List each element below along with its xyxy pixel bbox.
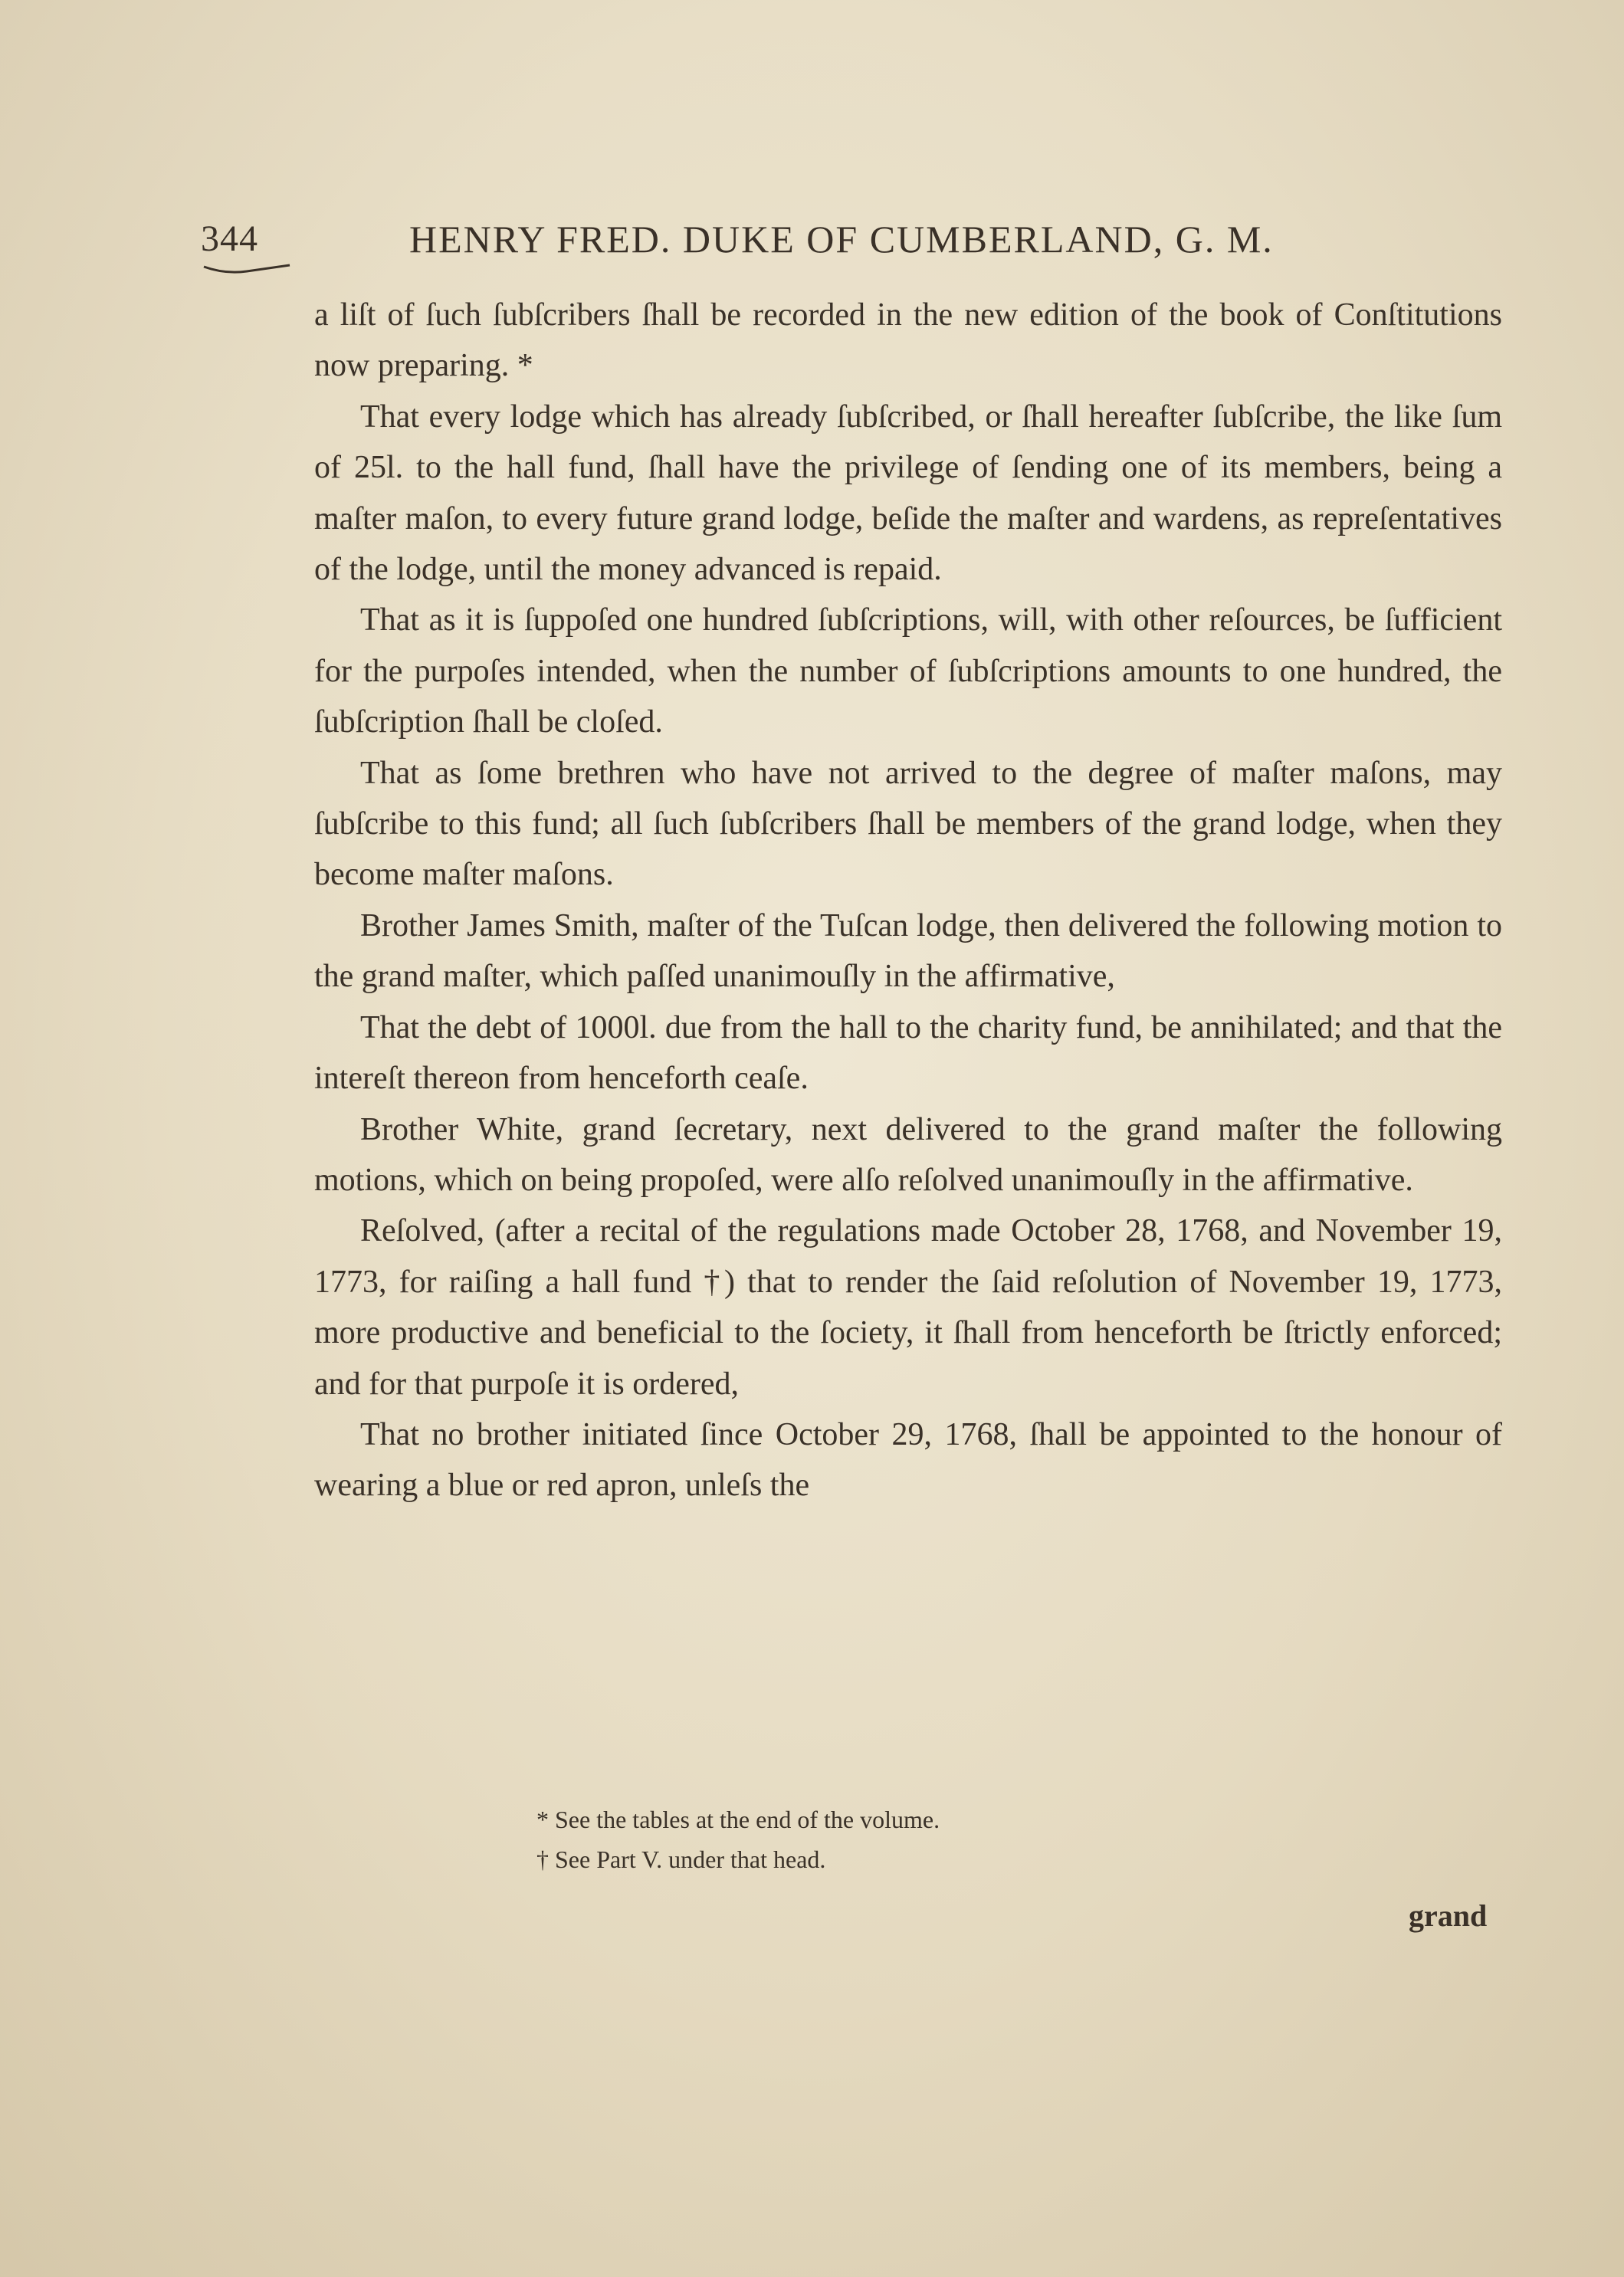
body-text — [314, 290, 1502, 1511]
paragraph-apron-rule: That no brother initiated ſince October 29, 1768, ſhall be appointed to the honour of wearing a blue or red apron, unleſs the — [314, 1416, 1502, 1504]
paragraph-continued: a liſt of ſuch ſubſcribers ſhall be recorded in the new edition of the book of Conſtitutions now preparing. * — [314, 297, 1502, 384]
paragraph-brethren-members: That as ſome brethren who have not arrived to the degree of maſter maſons, may ſubſcribe to this fund; all ſuch ſubſcribers ſhall be members of the grand lodge, when they become maſter maſons. — [314, 755, 1502, 893]
paragraph-james-smith-motion: Brother James Smith, maſter of the Tuſcan lodge, then delivered the following motion to the grand maſter, which paſſed unanimouſly in the affirmative, — [314, 907, 1502, 995]
footnote-tables: * See the tables at the end of the volume. — [536, 1806, 940, 1833]
page-number-flourish — [202, 264, 291, 276]
paragraph-lodge-privilege: That every lodge which has already ſubſcribed, or ſhall hereafter ſubſcribe, the like ſum of 25l. to the hall fund, ſhall have the privilege of ſending one of its members, being a maſter maſon, to every future grand lodge, beſide the maſter and wardens, as repreſentatives of the lodge, until the money advanced is repaid. — [314, 399, 1502, 588]
paragraph-white-motions: Brother White, grand ſecretary, next delivered to the grand maſter the following motions, which on being propoſed, were alſo reſolved unanimouſly in the affirmative. — [314, 1111, 1502, 1198]
page-header — [201, 208, 1396, 270]
page-number: 344 — [201, 218, 258, 259]
paragraph-subscriptions-closed: That as it is ſuppoſed one hundred ſubſcriptions, will, with other reſources, be ſufficient for the purpoſes intended, when the number of ſubſcriptions amounts to one hundred, the ſubſcription ſhall be cloſed. — [314, 602, 1502, 740]
footnote-part-v: † See Part V. under that head. — [536, 1846, 826, 1873]
paragraph-debt-annihilated: That the debt of 1000l. due from the hall to the charity fund, be annihilated; and that the intereſt thereon from henceforth ceaſe. — [314, 1009, 1502, 1097]
paragraph-resolved: Reſolved, (after a recital of the regulations made October 28, 1768, and November 19, 1773, for raiſing a hall fund †) that to render the ſaid reſolution of November 19, 1773, more productive and beneficial to the ſociety, it ſhall from henceforth be ſtrictly enforced; and for that purpoſe it is ordered, — [314, 1213, 1502, 1402]
running-head: HENRY FRED. DUKE OF CUMBERLAND, G. M. — [409, 218, 1274, 261]
catchword: grand — [1409, 1898, 1488, 1933]
footnotes — [536, 1800, 1226, 1879]
